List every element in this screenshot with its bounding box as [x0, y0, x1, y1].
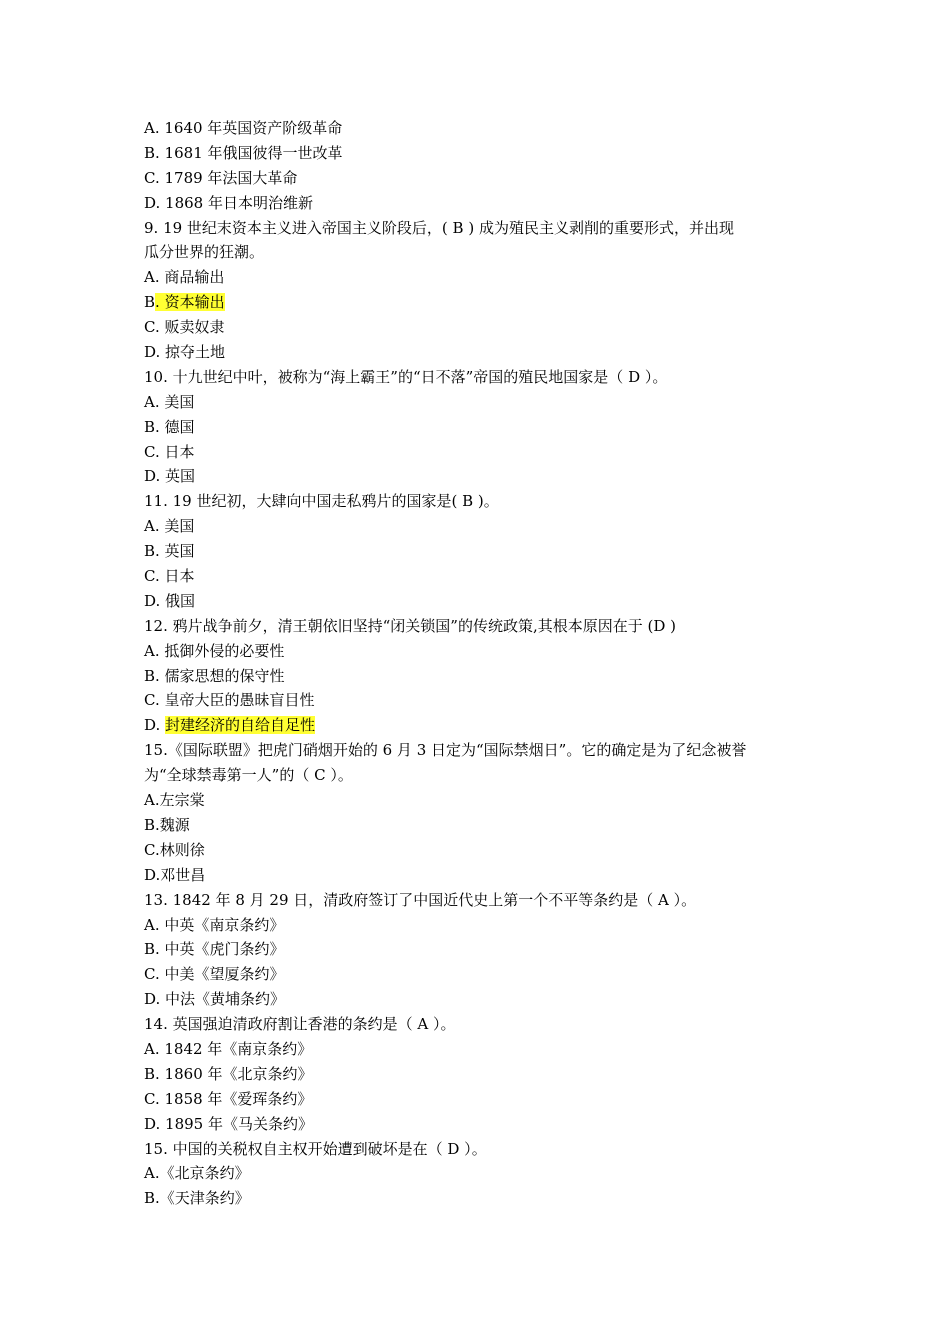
text-line: [144, 1062, 814, 1087]
text-line: [144, 514, 814, 539]
line-text: D. 掠夺土地: [144, 343, 226, 362]
text-line: [144, 166, 814, 191]
text-line: [144, 290, 814, 315]
line-text: A.左宗棠: [144, 791, 205, 810]
text-line: [144, 440, 814, 465]
highlighted-text: . 资本输出: [155, 293, 225, 312]
text-line: [144, 1087, 814, 1112]
text-line: [144, 888, 814, 913]
text-line: [144, 1186, 814, 1211]
line-text: D. 英国: [144, 467, 196, 486]
line-text: 13. 1842 年 8 月 29 日，清政府签订了中国近代史上第一个不平等条约是（ A ）。: [144, 890, 697, 909]
text-line: [144, 1137, 814, 1162]
line-text: 9. 19 世纪末资本主义进入帝国主义阶段后，( B ) 成为殖民主义剥削的重要形式，并出现: [144, 218, 734, 237]
line-text: C. 1858 年《爱珲条约》: [144, 1089, 313, 1108]
line-text: B. 儒家思想的保守性: [144, 666, 285, 685]
text-line: [144, 863, 814, 888]
line-text: D. 1895 年《马关条约》: [144, 1114, 313, 1133]
text-line: [144, 688, 814, 713]
text-line: [144, 240, 814, 265]
text-line: [144, 788, 814, 813]
highlighted-text: 封建经济的自给自足性: [165, 716, 316, 735]
text-line: [144, 664, 814, 689]
text-line: [144, 1112, 814, 1137]
line-text: A. 中英《南京条约》: [144, 915, 285, 934]
text-line: [144, 813, 814, 838]
line-text: B. 1860 年《北京条约》: [144, 1064, 313, 1083]
line-text: A. 美国: [144, 392, 195, 411]
line-text: B: [144, 293, 156, 312]
line-text: D. 1868 年日本明治维新: [144, 193, 313, 212]
line-text: 为“全球禁毒第一人”的（ C ）。: [144, 766, 353, 785]
line-text: 11. 19 世纪初，大肆向中国走私鸦片的国家是( B )。: [144, 492, 499, 511]
text-line: [144, 365, 814, 390]
line-text: C.林则徐: [144, 840, 205, 859]
line-text: A. 抵御外侵的必要性: [144, 641, 285, 660]
text-line: [144, 738, 814, 763]
text-line: [144, 987, 814, 1012]
line-text: D.: [144, 716, 166, 735]
line-text: B.《天津条约》: [144, 1189, 250, 1208]
line-text: 14. 英国强迫清政府割让香港的条约是（ A ）。: [144, 1015, 456, 1034]
line-text: C. 日本: [144, 442, 195, 461]
text-line: [144, 713, 814, 738]
line-text: A.《北京条约》: [144, 1164, 250, 1183]
text-line: [144, 564, 814, 589]
text-line: [144, 589, 814, 614]
text-line: [144, 838, 814, 863]
line-text: A. 商品输出: [144, 268, 225, 287]
line-text: 15. 中国的关税权自主权开始遭到破坏是在（ D ）。: [144, 1139, 487, 1158]
line-text: 12. 鸦片战争前夕，清王朝依旧坚持“闭关锁国”的传统政策,其根本原因在于 (D ): [144, 616, 676, 635]
text-line: [144, 415, 814, 440]
text-line: [144, 962, 814, 987]
text-line: [144, 1161, 814, 1186]
line-text: A. 1842 年《南京条约》: [144, 1039, 313, 1058]
line-text: B. 中英《虎门条约》: [144, 940, 285, 959]
text-line: [144, 539, 814, 564]
text-line: [144, 464, 814, 489]
text-line: [144, 937, 814, 962]
text-line: [144, 265, 814, 290]
line-text: 10. 十九世纪中叶，被称为“海上霸王”的“日不落”帝国的殖民地国家是（ D ）。: [144, 367, 668, 386]
text-line: [144, 1012, 814, 1037]
text-line: [144, 614, 814, 639]
line-text: B.魏源: [144, 815, 190, 834]
line-text: 瓜分世界的狂潮。: [144, 243, 265, 262]
line-text: C. 日本: [144, 567, 195, 586]
text-line: [144, 340, 814, 365]
text-line: [144, 116, 814, 141]
text-line: [144, 390, 814, 415]
text-line: [144, 763, 814, 788]
line-text: A. 1640 年英国资产阶级革命: [144, 119, 343, 137]
text-line: [144, 489, 814, 514]
line-text: B. 1681 年俄国彼得一世改革: [144, 143, 343, 162]
text-line: [144, 913, 814, 938]
text-line: [144, 141, 814, 166]
line-text: C. 皇帝大臣的愚昧盲目性: [144, 691, 315, 710]
text-line: [144, 1037, 814, 1062]
line-text: A. 美国: [144, 517, 195, 536]
line-text: C. 1789 年法国大革命: [144, 168, 298, 187]
text-line: [144, 191, 814, 216]
document-body: [144, 116, 814, 1211]
line-text: B. 德国: [144, 417, 195, 436]
text-line: [144, 639, 814, 664]
line-text: D.邓世昌: [144, 865, 206, 884]
line-text: B. 英国: [144, 542, 195, 561]
line-text: D. 中法《黄埔条约》: [144, 990, 286, 1009]
text-line: [144, 315, 814, 340]
line-text: C. 贩卖奴隶: [144, 318, 225, 337]
line-text: D. 俄国: [144, 591, 196, 610]
line-text: C. 中美《望厦条约》: [144, 965, 285, 984]
line-text: 15.《国际联盟》把虎门硝烟开始的 6 月 3 日定为“国际禁烟日”。它的确定是为了纪念被誉: [144, 741, 747, 760]
text-line: [144, 216, 814, 241]
